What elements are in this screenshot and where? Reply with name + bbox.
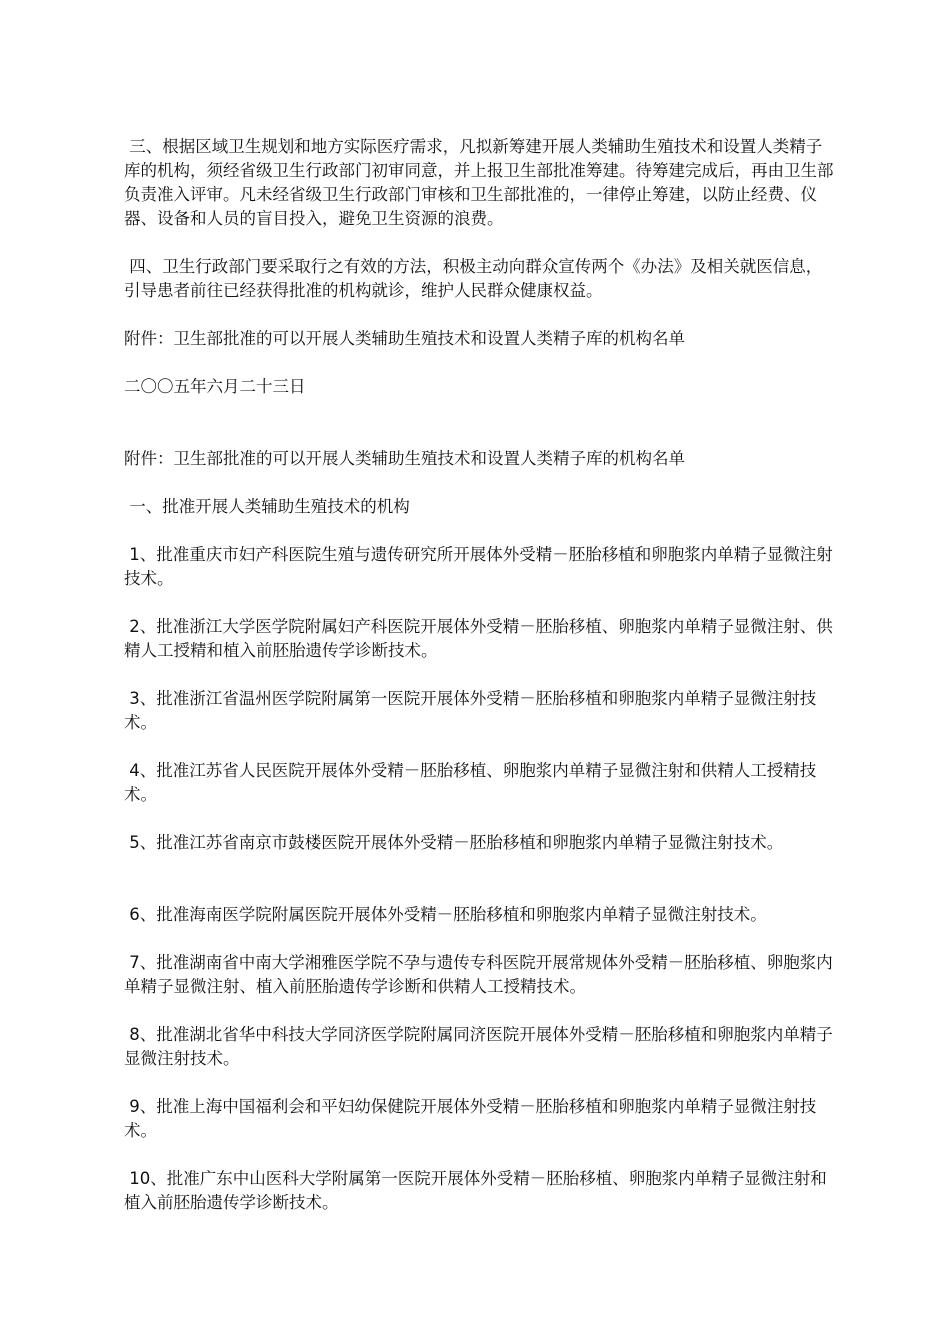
paragraph-three: 三、根据区域卫生规划和地方实际医疗需求，凡拟新筹建开展人类辅助生殖技术和设置人类精子库的机构，须经省级卫生行政部门初审同意，并上报卫生部批准筹建。待筹建完成后，再由卫生部负责准入评审。凡未经省级卫生行政部门审核和卫生部批准的，一律停止筹建，以防止经费、仪器、设备和人员的盲目投入，避免卫生资源的浪费。 — [124, 137, 834, 228]
list-item: 3、批准浙江省温州医学院附属第一医院开展体外受精－胚胎移植和卵胞浆内单精子显微注射技术。 — [124, 689, 817, 732]
document-date: 二〇〇五年六月二十三日 — [124, 377, 306, 396]
attachment-title: 附件：卫生部批准的可以开展人类辅助生殖技术和设置人类精子库的机构名单 — [124, 449, 685, 468]
list-item: 8、批准湖北省华中科技大学同济医学院附属同济医院开展体外受精－胚胎移植和卵胞浆内单精子显微注射技术。 — [124, 1025, 833, 1068]
list-item: 5、批准江苏省南京市鼓楼医院开展体外受精－胚胎移植和卵胞浆内单精子显微注射技术。 — [124, 833, 784, 852]
list-item: 2、批准浙江大学医学院附属妇产科医院开展体外受精－胚胎移植、卵胞浆内单精子显微注射、供精人工授精和植入前胚胎遗传学诊断技术。 — [124, 617, 833, 660]
section-heading: 一、批准开展人类辅助生殖技术的机构 — [124, 497, 410, 516]
paragraph-four: 四、卫生行政部门要采取行之有效的方法，积极主动向群众宣传两个《办法》及相关就医信息，引导患者前往已经获得批准的机构就诊，维护人民群众健康权益。 — [124, 257, 823, 300]
list-item: 6、批准海南医学院附属医院开展体外受精－胚胎移植和卵胞浆内单精子显微注射技术。 — [124, 905, 767, 924]
attachment-note: 附件：卫生部批准的可以开展人类辅助生殖技术和设置人类精子库的机构名单 — [124, 329, 685, 348]
list-item: 9、批准上海中国福利会和平妇幼保健院开展体外受精－胚胎移植和卵胞浆内单精子显微注射技术。 — [124, 1097, 817, 1140]
list-item: 7、批准湖南省中南大学湘雅医学院不孕与遗传专科医院开展常规体外受精－胚胎移植、卵胞浆内单精子显微注射、植入前胚胎遗传学诊断和供精人工授精技术。 — [124, 953, 833, 996]
document-body — [124, 135, 836, 1215]
list-item: 10、批准广东中山医科大学附属第一医院开展体外受精－胚胎移植、卵胞浆内单精子显微注射和植入前胚胎遗传学诊断技术。 — [124, 1169, 827, 1212]
list-item: 4、批准江苏省人民医院开展体外受精－胚胎移植、卵胞浆内单精子显微注射和供精人工授精技术。 — [124, 761, 817, 804]
list-item: 1、批准重庆市妇产科医院生殖与遗传研究所开展体外受精－胚胎移植和卵胞浆内单精子显微注射技术。 — [124, 545, 833, 588]
